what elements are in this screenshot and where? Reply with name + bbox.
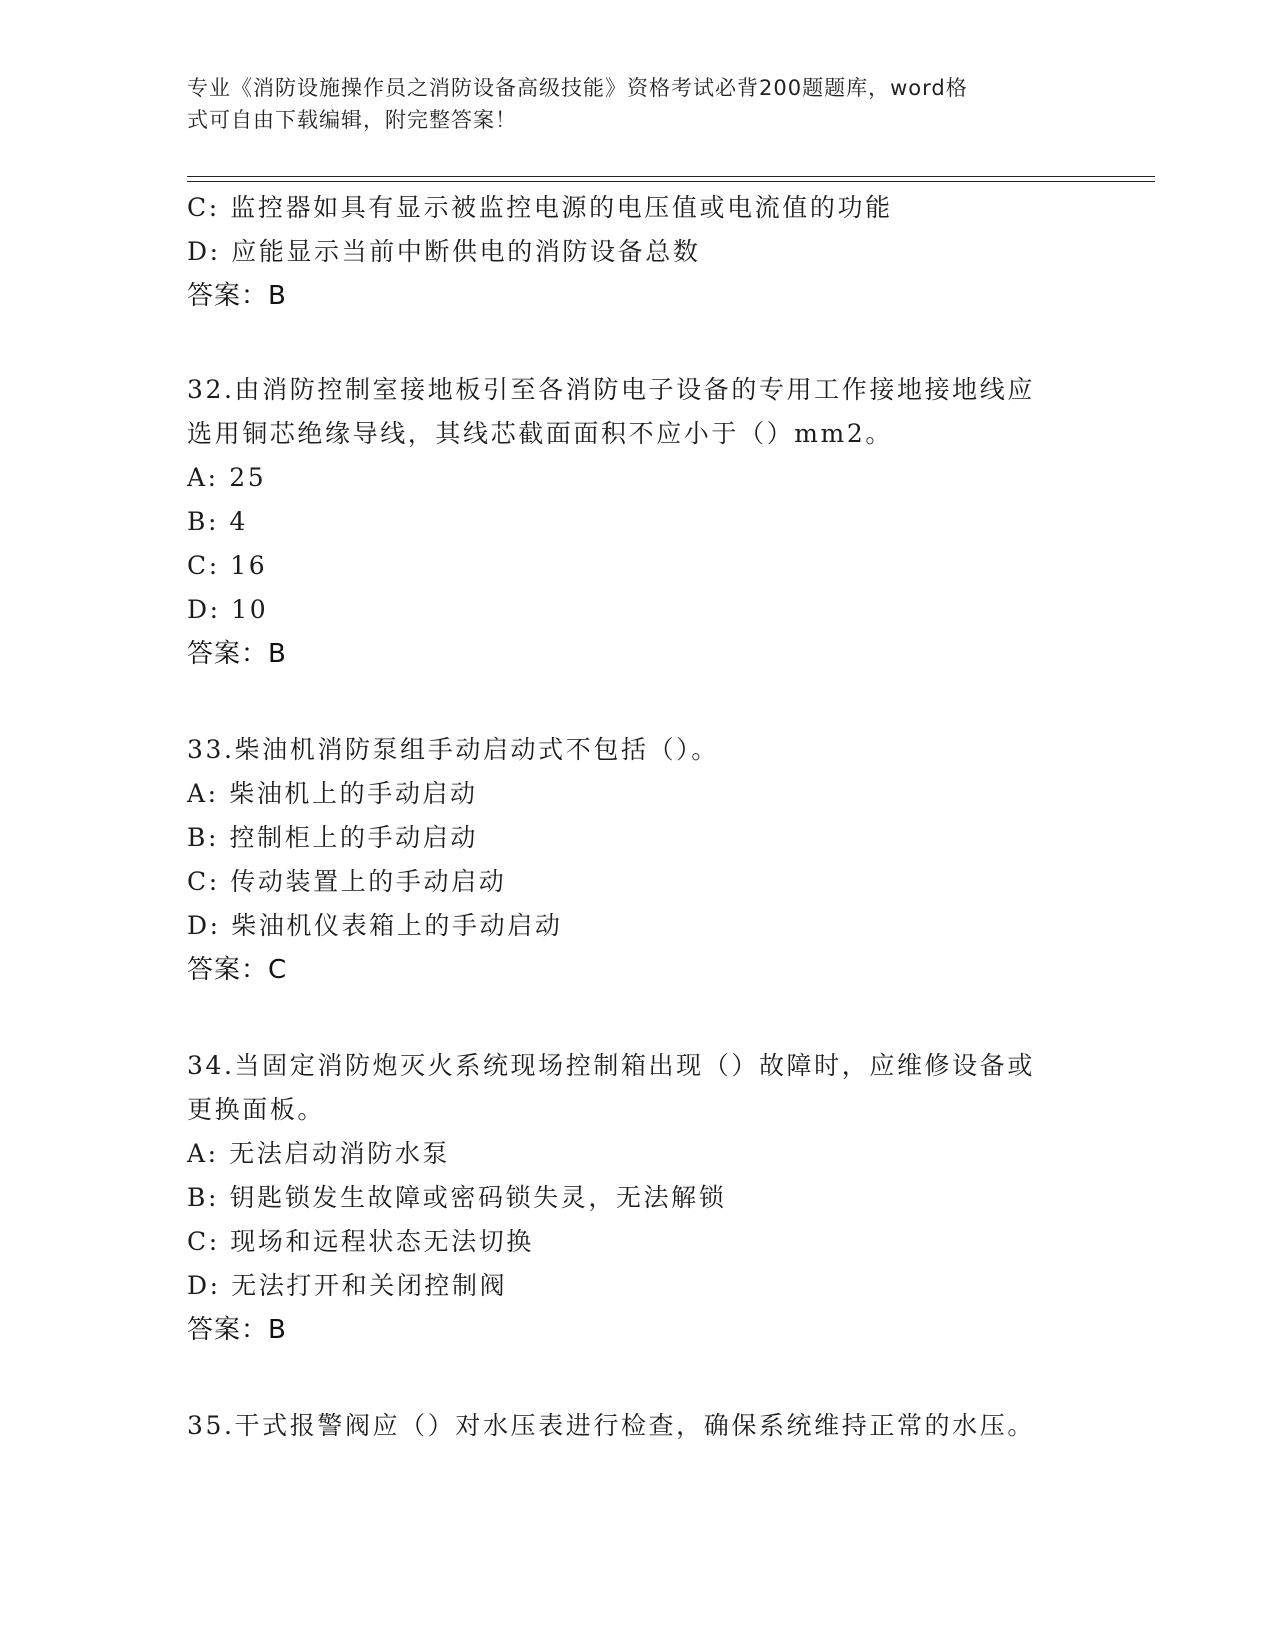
q34-option-a: A: 无法启动消防水泵 [187, 1139, 451, 1168]
q33-option-b: B: 控制柜上的手动启动 [187, 823, 478, 852]
q32-stem-line-1: 32.由消防控制室接地板引至各消防电子设备的专用工作接地接地线应 [187, 375, 1035, 404]
header-line-2: 式可自由下载编辑，附完整答案！ [187, 108, 517, 132]
q32-stem-line-2: 选用铜芯绝缘导线，其线芯截面面积不应小于（）mm2。 [187, 419, 893, 448]
q33-option-a: A: 柴油机上的手动启动 [187, 779, 478, 808]
q34-stem-line-1: 34.当固定消防炮灭火系统现场控制箱出现（）故障时，应维修设备或 [187, 1051, 1035, 1080]
q34-answer: 答案：B [187, 1315, 287, 1345]
q32-option-d: D: 10 [187, 595, 269, 624]
q32-option-b: B: 4 [187, 507, 249, 536]
q32-option-c: C: 16 [187, 551, 268, 580]
header-rule-top [187, 176, 1155, 177]
q33-answer: 答案：C [187, 955, 288, 985]
q32-answer: 答案：B [187, 639, 287, 669]
q34-stem-line-2: 更换面板。 [187, 1095, 326, 1124]
header-line-1: 专业《消防设施操作员之消防设备高级技能》资格考试必背200题题库，word格 [187, 76, 968, 100]
q34-option-d: D: 无法打开和关闭控制阀 [187, 1271, 508, 1300]
q32-option-a: A: 25 [187, 463, 267, 492]
prev-option-d: D: 应能显示当前中断供电的消防设备总数 [187, 237, 701, 266]
prev-option-c: C: 监控器如具有显示被监控电源的电压值或电流值的功能 [187, 193, 893, 222]
q35-stem: 35.干式报警阀应（）对水压表进行检查，确保系统维持正常的水压。 [187, 1411, 1035, 1440]
q34-option-b: B: 钥匙锁发生故障或密码锁失灵，无法解锁 [187, 1183, 727, 1212]
q33-option-c: C: 传动装置上的手动启动 [187, 867, 507, 896]
q33-option-d: D: 柴油机仪表箱上的手动启动 [187, 911, 563, 940]
q33-stem: 33.柴油机消防泵组手动启动式不包括（）。 [187, 735, 719, 764]
header-rule-bottom [187, 181, 1155, 182]
prev-answer: 答案：B [187, 281, 287, 311]
document-header [187, 72, 1067, 136]
q34-option-c: C: 现场和远程状态无法切换 [187, 1227, 534, 1256]
